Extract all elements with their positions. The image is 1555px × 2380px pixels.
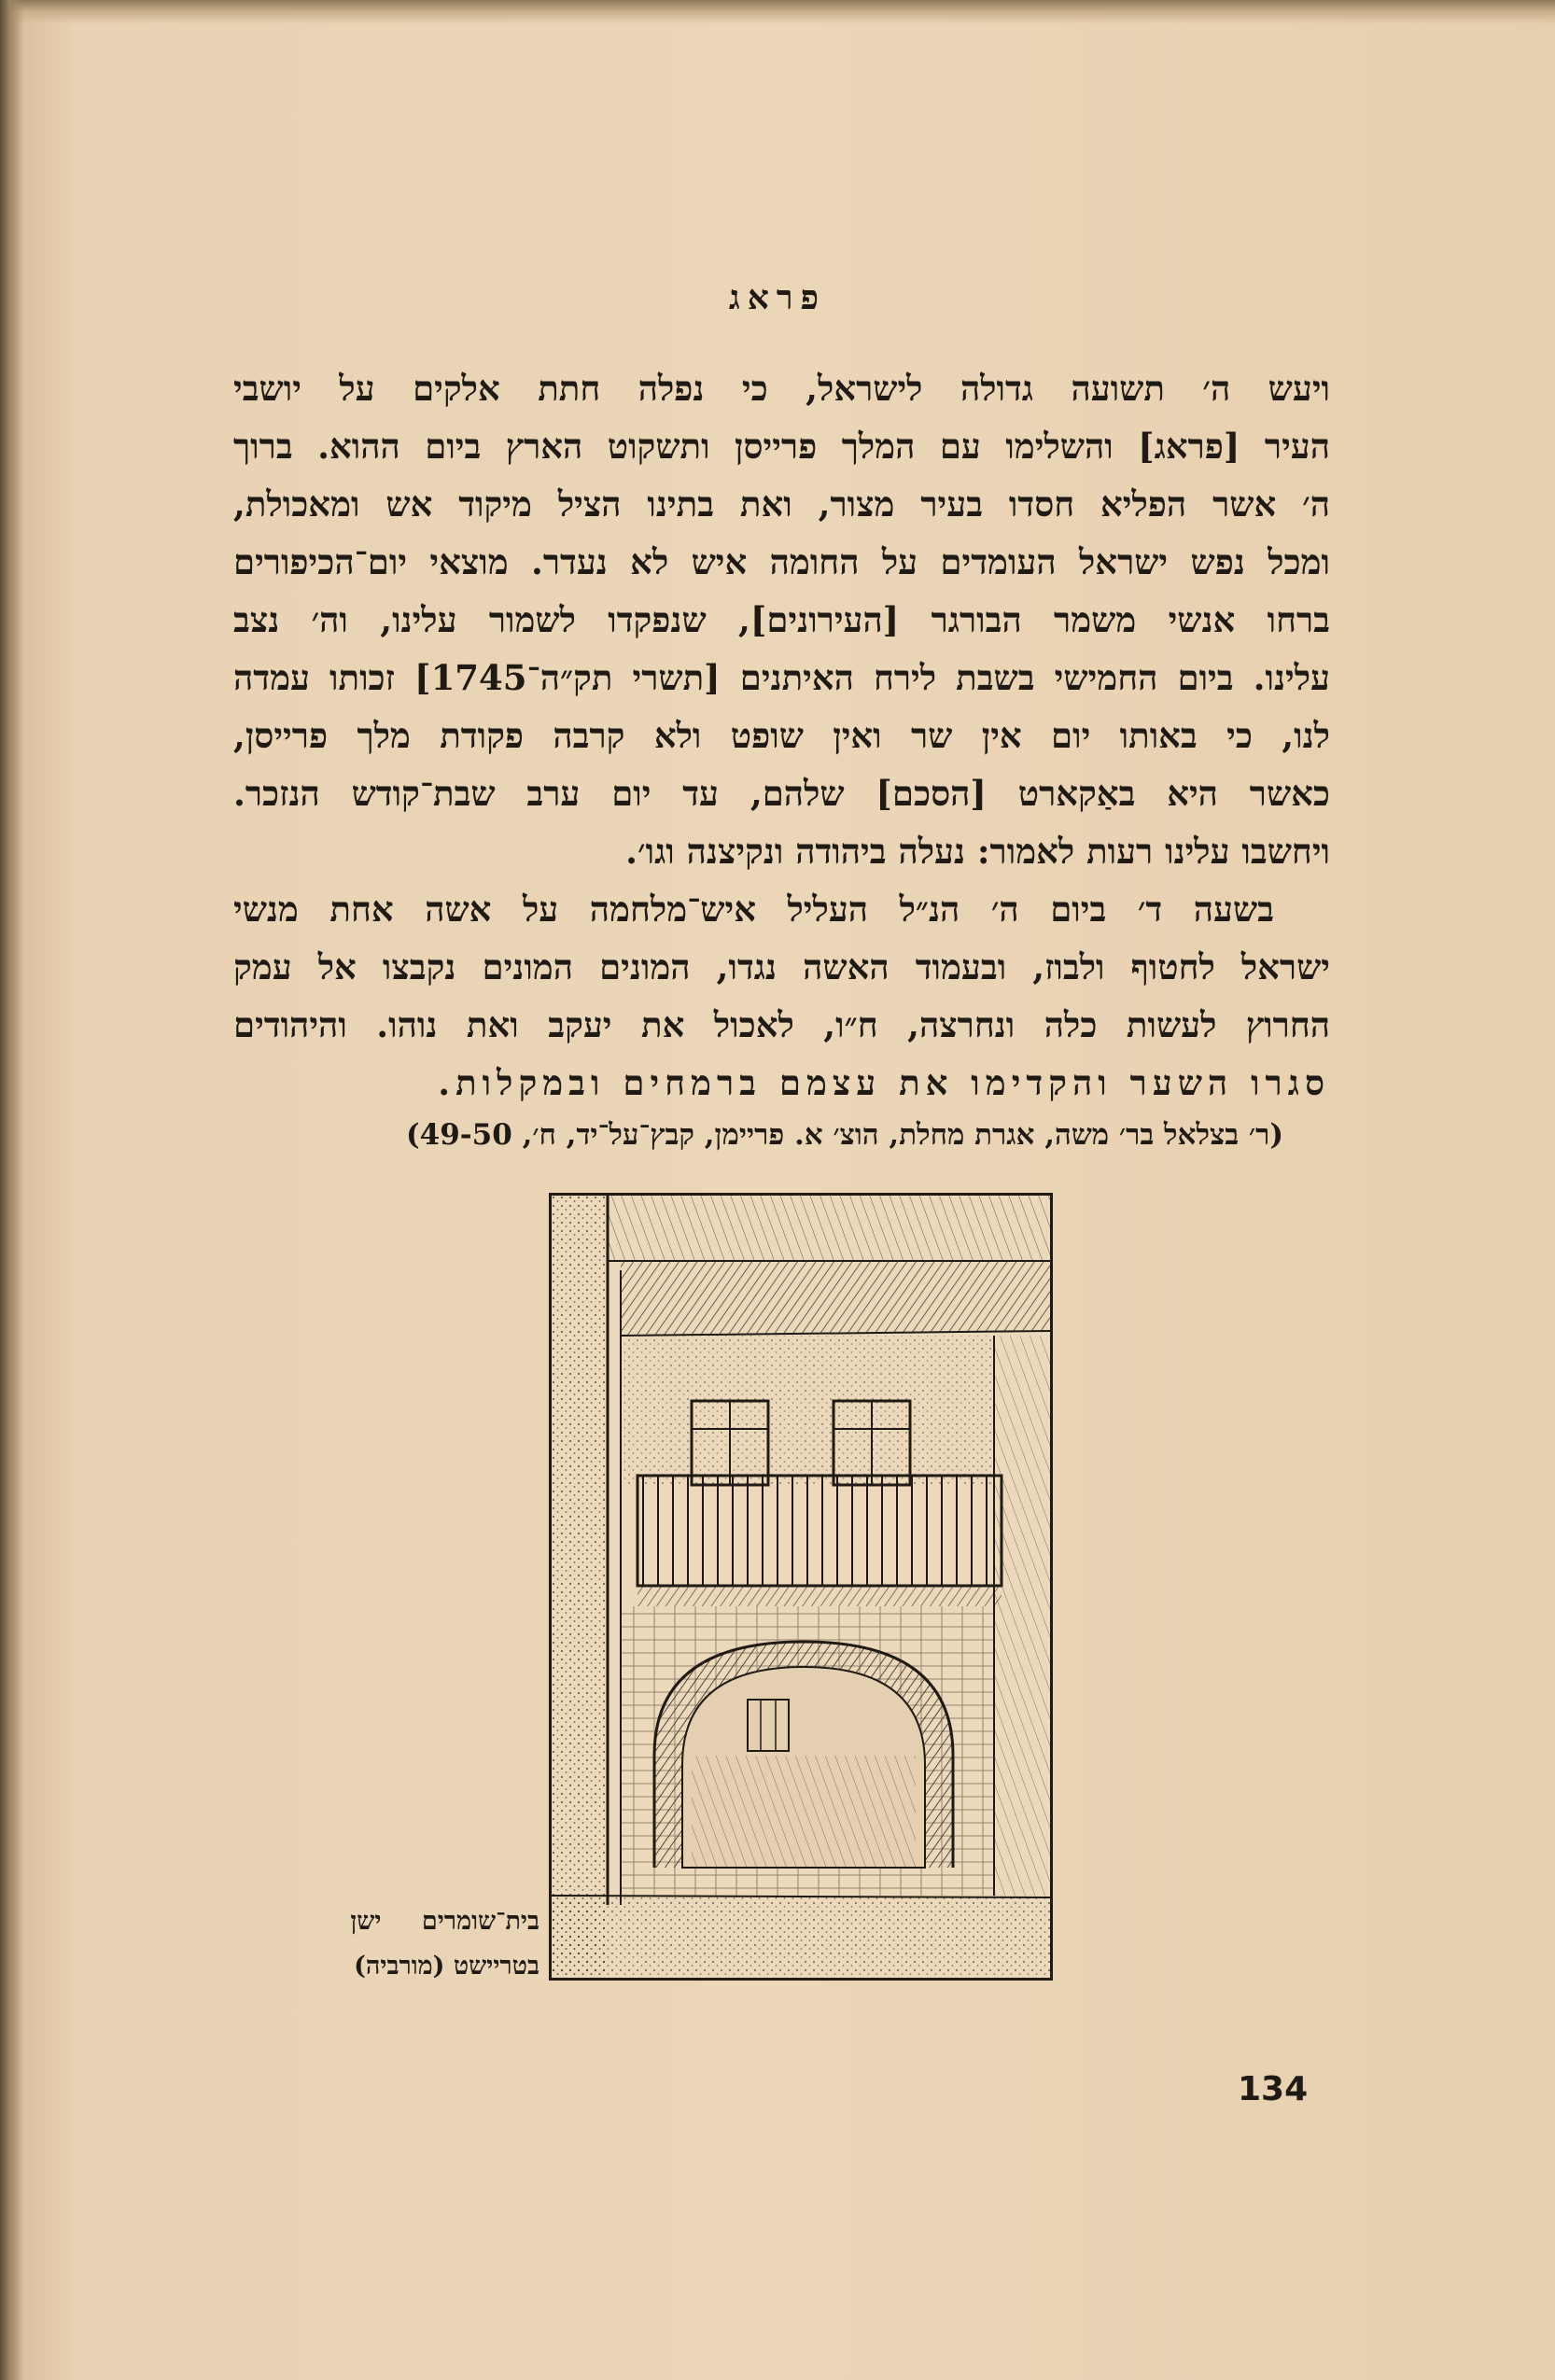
figure-caption xyxy=(325,1899,539,1989)
text-line: ומכל נפש ישראל העומדים על החומה איש לא נעדר. מוצאי יום־הכיפורים xyxy=(233,541,1330,582)
text-line: ויעש ה׳ תשועה גדולה לישראל, כי נפלה חתת אלקים על יושבי xyxy=(233,368,1330,409)
text-line: סגרו השער והקדימו את עצמם ברמחים ובמקלות. xyxy=(438,1062,1330,1103)
page-number: 134 xyxy=(1238,2070,1309,2108)
text-line: לנו, כי באותו יום אין שר ואין שופט ולא קרבה פקודת מלך פרייסן, xyxy=(233,715,1330,756)
body-text xyxy=(233,359,1330,1112)
page-heading: פראג xyxy=(728,278,827,317)
page-spine-shadow xyxy=(0,0,24,2380)
page-top-shadow xyxy=(0,0,1555,24)
text-line: עלינו. ביום החמישי בשבת לירח האיתנים [תשרי תק״ה־1745] זכותו עמדה xyxy=(233,657,1330,698)
text-line: ויחשבו עלינו רעות לאמור: נעלה ביהודה ונקיצנה וגו׳. xyxy=(625,831,1330,872)
caption-line: בית־שומרים ישן xyxy=(350,1907,539,1936)
illustration-drawing xyxy=(552,1196,1050,1978)
text-line: החרוץ לעשות כלה ונחרצה, ח״ו, לאכול את יעקב ואת נוהו. והיהודים xyxy=(233,1004,1330,1045)
text-line: ברחו אנשי משמר הבורגר [העירונים], שנפקדו לשמור עלינו, וה׳ נצב xyxy=(233,599,1330,640)
text-line: ה׳ אשר הפליא חסדו בעיר מצור, ואת בתינו הציל מיקוד אש ומאכולת, xyxy=(233,483,1330,525)
caption-line: בטריישט (מורביה) xyxy=(354,1952,539,1981)
text-line: בשעה ד׳ ביום ה׳ הנ״ל העליל איש־מלחמה על אשה אחת מנשי xyxy=(233,889,1274,930)
source-citation: (ר׳ בצלאל בר׳ משה, אגרת מחלת, הוצ׳ א. פריימן, קבץ־על־יד, ח׳, 49-50) xyxy=(405,1118,1283,1152)
text-line: כאשר היא באַקארט [הסכם] שלהם, עד יום ערב שבת־קודש הנזכר. xyxy=(233,773,1330,814)
illustration-watchhouse xyxy=(549,1193,1053,1981)
text-line: ישראל לחטוף ולבוז, ובעמוד האשה נגדו, המונים המונים נקבצו אל עמק xyxy=(233,946,1330,987)
text-line: העיר [פראג] והשלימו עם המלך פרייסן ותשקוט הארץ ביום ההוא. ברוך xyxy=(233,426,1330,467)
